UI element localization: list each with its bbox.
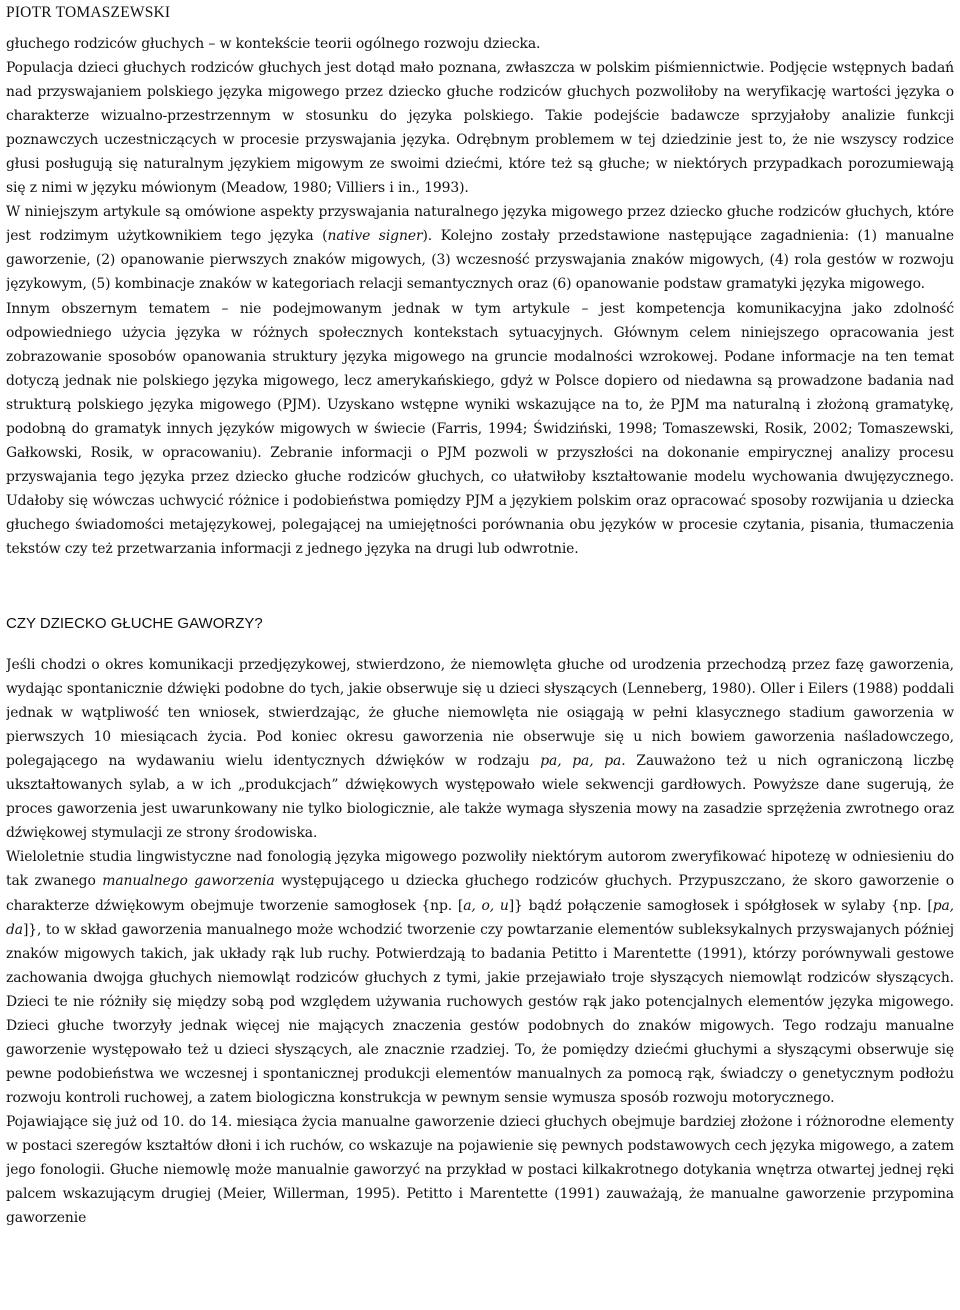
italic-example: a, o, u [463,897,509,914]
paragraph-communicative-competence: Innym obszernym tematem – nie podejmowanym jednak w tym artykule – jest kompetencja komunikacyjna jako zdolność odpowiedniego użycia języka w różnych społecznych kontekstach sytuacyjnych. Głównym celem niniejszego opracowania jest zobrazowanie sposobów opanowania struktury języka migowego na gruncie modalności wzrokowej. Podane informacje na ten temat dotyczą jednak nie polskiego języka migowego, lecz amerykańskiego, gdyż w Polsce dopiero od niedawna są prowadzone badania nad strukturą polskiego języka migowego (PJM). Uzyskano wstępne wyniki wskazujące na to, że PJM ma naturalną i złożoną gramatykę, podobną do gramatyk innych języków migowych w świecie (Farris, 1994; Świdziński, 1998; Tomaszewski, Rosik, 2002; Tomaszewski, Gałkowski, Rosik, w opracowaniu). Zebranie informacji o PJM pozwoli w przyszłości na dokonanie empirycznej analizy procesu przyswajania tego języka przez dziecko głuche rodziców głuchych, co ułatwiłoby kształtowanie modelu wychowania dwujęzycznego. Udałoby się wówczas uchwycić różnice i podobieństwa pomiędzy PJM a językiem polskim oraz opracować sposoby rozwijania u dziecka głuchego świadomości metajęzykowej, polegającej na umiejętności porównania obu języków w procesie czytania, pisania, tłumaczenia tekstów czy też przetwarzania informacji z jednego języka na drugi lub odwrotnie. [6,300,954,557]
paragraph-manual-babbling [6,845,954,1110]
paragraph-continuation: głuchego rodziców głuchych – w kontekście teorii ogólnego rozwoju dziecka. [6,36,541,52]
document-page [6,0,954,1310]
paragraph-population: Populacja dzieci głuchych rodziców głuchych jest dotąd mało poznana, zwłaszcza w polskim piśmiennictwie. Podjęcie wstępnych badań nad przyswajaniem polskiego języka migowego przez dziecko głuche rodziców głuchych pozwoliłoby na weryfikację wartości języka o charakterze wizualno-przestrzennym w stosunku do języka polskiego. Takie podejście badawcze sprzyjałoby analizie funkcji poznawczych uczestniczących w procesie przyswajania języka. Odrębnym problemem w tej dziedzinie jest to, że nie wszyscy rodzice głusi posługują się naturalnym językiem migowym ze swoimi dziećmi, które też są głuche; w niektórych przypadkach porozumiewają się z nimi w języku mówionym (Meadow, 1980; Villiers i in., 1993). [6,60,954,197]
italic-example: pa, pa, pa [540,753,622,770]
text-run: występującego u dziecka głuchego rodziców głuchych. Przypuszczano, że skoro gaworzenie o charakterze dźwiękowym obejmuje tworzenie samogłosek {np. [ [6,873,954,914]
paragraph-article-scope [6,200,954,296]
text-run: . Zauważono też u nich ograniczoną liczbę ukształtowanych sylab, a w ich „produkcjach” dźwiękowych występowało wiele sekwencji gardłowych. Powyższe dane sugerują, że proces gaworzenia jest uwarunkowany nie tylko biologicznie, ale także wymaga słyszenia mowy na zasadzie sprzężenia zwrotnego oraz dźwiękowej stymulacji ze strony środowiska. [6,753,954,842]
text-run: ). Kolejno zostały przedstawione następujące zagadnienia: (1) manualne gaworzenie, (2) opanowanie pierwszych znaków migowych, (3) wczesność przyswajania znaków migowych, (4) rola gestów w rozwoju językowym, (5) kombinacje znaków w kategoriach relacji semantycznych oraz (6) opanowanie podstaw gramatyki języka migowego. [6,228,954,293]
paragraph-babbling-prelinguistic [6,653,954,845]
section-heading: CZY DZIECKO GŁUCHE GAWORZY? [6,615,263,633]
text-run: Jeśli chodzi o okres komunikacji przedjęzykowej, stwierdzono, że niemowlęta głuche od urodzenia przechodzą przez fazę gaworzenia, wydając spontanicznie dźwięki podobne do tych, jakie obserwuje się u dzieci słyszących (Lenneberg, 1980). Oller i Eilers (1988) poddali jednak w wątpliwość ten wniosek, stwierdzając, że głuche niemowlęta nie osiągają w pełni klasycznego stadium gaworzenia w pierwszych 10 miesiącach życia. Pod koniec okresu gaworzenia nie obserwuje się u nich bowiem gaworzenia naśladowczego, polegającego na wydawaniu wielu identycznych dźwięków w rodzaju [6,657,954,770]
italic-term: manualnego gaworzenia [102,873,275,890]
italic-example: pa, da [6,897,954,938]
text-run: W niniejszym artykule są omówione aspekty przyswajania naturalnego języka migowego przez dziecko głuche rodziców głuchych, które jest rodzimym użytkownikiem tego języka ( [6,204,954,245]
text-run: Wieloletnie studia lingwistyczne nad fonologią języka migowego pozwoliły niektórym autorom zweryfikować hipotezę w odniesieniu do tak zwanego [6,849,954,890]
text-run: ]} bądź połączenie samogłosek i spółgłosek w sylaby {np. [ [508,897,933,914]
running-head: PIOTR TOMASZEWSKI [6,4,171,21]
paragraph-babbling-onset: Pojawiające się już od 10. do 14. miesiąca życia manualne gaworzenie dzieci głuchych obejmuje bardziej złożone i różnorodne elementy w postaci szeregów kształtów dłoni i ich ruchów, co wskazuje na pojawienie się pewnych podstawowych cech języka migowego, a zatem jego fonologii. Głuche niemowlę może manualnie gaworzyć na przykład w postaci kilkakrotnego dotykania wnętrza otwartej jednej ręki palcem wskazującym drugiej (Meier, Willerman, 1995). Petitto i Marentette (1991) zauważają, że manualne gaworzenie przypomina gaworzenie [6,1113,954,1227]
italic-term: native signer [327,228,423,245]
text-run: ]}, to w skład gaworzenia manualnego może wchodzić tworzenie czy powtarzanie elementów subleksykalnych przyswajanych później znaków migowych takich, jak układy rąk lub ruchy. Potwierdzają to badania Petitto i Marentette (1991), którzy porównywali gestowe zachowania dwojga głuchych niemowląt rodziców głuchych z tymi, jakie przejawiało troje słyszących niemowląt rodziców słyszących. Dzieci te nie różniły się między sobą pod względem używania ruchowych gestów rąk jako potencjalnych elementów języka migowego. Dzieci głuche tworzyły jednak więcej nie mających znaczenia gestów podobnych do znaków migowych. Tego rodzaju manualne gaworzenie występowało też u dzieci słyszących, ale znacznie rzadziej. To, że pomiędzy dziećmi głuchymi a słyszącymi obserwuje się pewne podobieństwa we wczesnej i spontanicznej produkcji elementów manualnych za pomocą rąk, świadczy o genetycznym podłożu rozwoju kontroli ruchowej, a zatem biologiczna konstrukcja w pewnym sensie wymusza sposób rozwoju motorycznego. [6,921,954,1106]
